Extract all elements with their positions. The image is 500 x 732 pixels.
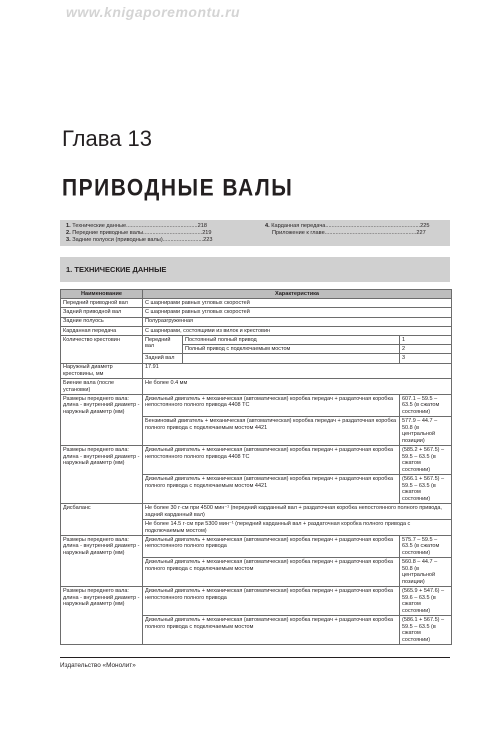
table-row bbox=[61, 446, 452, 475]
toc-item-number: 4. bbox=[265, 223, 270, 229]
toc-item-label: Карданная передача bbox=[271, 223, 326, 229]
row-label: Задние полуось bbox=[61, 317, 143, 326]
dimensions-value: 560.8 – 44.7 – 50.8 (в центральной позиции) bbox=[400, 558, 452, 587]
section-title: ТЕХНИЧЕСКИЕ ДАННЫЕ bbox=[74, 265, 167, 274]
chapter-heading: Глава 13 bbox=[62, 126, 153, 151]
toc-item-page: 227 bbox=[416, 230, 426, 236]
toc-item-number: 2. bbox=[66, 230, 71, 236]
row-label: Наружный диаметр крестовины, мм bbox=[61, 363, 143, 379]
toc-item-page: 223 bbox=[203, 237, 213, 243]
toc-dots: ...................................... bbox=[143, 230, 203, 236]
toc-item-page: 225 bbox=[420, 223, 430, 229]
dimensions-value: 575.7 – 59.5 – 63.5 (в сжатом состоянии) bbox=[400, 535, 452, 557]
toc-item-page: 219 bbox=[202, 230, 212, 236]
configuration: Дизельный двигатель + механическая (автоматическая) коробка передач + раздаточная коробка непостоянного полного привода 4408 ТС bbox=[143, 446, 400, 475]
specifications-table bbox=[60, 289, 452, 645]
configuration: Дизельный двигатель + механическая (автоматическая) коробка передач + раздаточная коробка непостоянного полного привода bbox=[143, 535, 400, 557]
toc-item-number: 3. bbox=[66, 237, 71, 243]
configuration: Бензиновый двигатель + механическая (автоматическая) коробка передач + раздаточная коробка полного привода с подключаемым мостом 4421 bbox=[143, 417, 400, 446]
table-row bbox=[61, 335, 452, 344]
toc-dots: ............................................................. bbox=[325, 223, 421, 229]
table-row bbox=[61, 326, 452, 335]
row-value: Не более 0.4 мм bbox=[143, 379, 452, 395]
crosspiece-count: 1 bbox=[400, 335, 452, 344]
table-row bbox=[61, 308, 452, 317]
row-label: Дисбаланс bbox=[61, 504, 143, 536]
toc-item-label: Задние полуоси (приводные валы) bbox=[72, 237, 163, 243]
dimensions-value: (586.1 + 567.5) – 59.5 – 63.5 (в сжатом состоянии) bbox=[400, 616, 452, 645]
dimensions-value: 577.9 – 44.7 – 50.8 (в центральной позиции) bbox=[400, 417, 452, 446]
empty-cell bbox=[183, 354, 400, 363]
column-header-characteristic: Характеристика bbox=[143, 290, 452, 299]
sub-label-rear: Задний вал bbox=[143, 354, 183, 363]
table-row bbox=[61, 504, 452, 520]
row-label: Задний приводной вал bbox=[61, 308, 143, 317]
footer-divider bbox=[60, 657, 450, 658]
dimensions-value: (585.2 + 567.5) – 59.5 – 63.5 (в сжатом состоянии) bbox=[400, 446, 452, 475]
toc-dots: .......................... bbox=[162, 237, 204, 243]
table-row bbox=[61, 299, 452, 308]
toc-dots: ........................................................... bbox=[324, 230, 417, 236]
row-label: Биение вала (после установки) bbox=[61, 379, 143, 395]
configuration: Дизельный двигатель + механическая (автоматическая) коробка передач + раздаточная коробка полного привода с подключаемым мостом bbox=[143, 616, 400, 645]
row-label: Передний приводной вал bbox=[61, 299, 143, 308]
toc-item-label: Передние приводные валы bbox=[72, 230, 144, 236]
row-label: Количество крестовин bbox=[61, 335, 143, 363]
row-value: Полуразгруженная bbox=[143, 317, 452, 326]
toc-item-label: Приложение к главе bbox=[272, 230, 325, 236]
row-label: Карданная передача bbox=[61, 326, 143, 335]
toc-item[interactable] bbox=[265, 223, 430, 230]
row-value: С шарнирами, состоящими из вилок и крестовин bbox=[143, 326, 452, 335]
imbalance-value: Не более 30 г·см при 4500 мин⁻¹ (передний карданный вал + раздаточная коробка непостоянного полного привода, задний карданный вал) bbox=[143, 504, 452, 520]
row-value: 17.91 bbox=[143, 363, 452, 379]
row-label: Размеры переднего вала: длина - внутренний диаметр - наружный диаметр (мм) bbox=[61, 395, 143, 446]
table-row bbox=[61, 535, 452, 557]
section-number: 1. bbox=[66, 265, 73, 274]
column-header-name: Наименование bbox=[61, 290, 143, 299]
imbalance-value: Не более 14.5 г·см при 5300 мин⁻¹ (передний карданный вал + раздаточная коробка полного привода с подключаемым мостом) bbox=[143, 520, 452, 536]
table-row bbox=[61, 395, 452, 417]
row-value: С шарнирами равных угловых скоростей bbox=[143, 308, 452, 317]
configuration: Дизельный двигатель + механическая (автоматическая) коробка передач + раздаточная коробка непостоянного полного привода 4408 ТС bbox=[143, 395, 400, 417]
crosspiece-count: 3 bbox=[400, 354, 452, 363]
configuration: Дизельный двигатель + механическая (автоматическая) коробка передач + раздаточная коробка полного привода с подключаемым мостом bbox=[143, 558, 400, 587]
drive-option: Полный привод с подключаемым мостом bbox=[183, 345, 400, 354]
publisher-footer: Издательство «Монолит» bbox=[60, 662, 136, 669]
chapter-title: ПРИВОДНЫЕ ВАЛЫ bbox=[62, 175, 294, 202]
configuration: Дизельный двигатель + механическая (автоматическая) коробка передач + раздаточная коробка непостоянного полного привода bbox=[143, 587, 400, 616]
crosspiece-count: 2 bbox=[400, 345, 452, 354]
sub-label-front: Передний вал bbox=[143, 335, 183, 353]
table-row bbox=[61, 363, 452, 379]
row-value: С шарнирами равных угловых скоростей bbox=[143, 299, 452, 308]
table-row bbox=[61, 587, 452, 616]
dimensions-value: (565.9 + 547.6) – 59.6 – 63.5 (в сжатом состоянии) bbox=[400, 587, 452, 616]
toc-item[interactable] bbox=[272, 230, 426, 237]
table-header-row bbox=[61, 290, 452, 299]
section-heading bbox=[66, 265, 166, 274]
dimensions-value: 607.1 – 59.5 – 63.5 (в сжатом состоянии) bbox=[400, 395, 452, 417]
configuration: Дизельный двигатель + механическая (автоматическая) коробка передач + раздаточная коробка полного привода с подключаемым мостом 4421 bbox=[143, 475, 400, 504]
drive-option: Постоянный полный привод bbox=[183, 335, 400, 344]
watermark-url: www.knigaporemontu.ru bbox=[66, 4, 241, 20]
toc-item-page: 218 bbox=[197, 223, 207, 229]
toc-item-label: Технические данные bbox=[72, 223, 127, 229]
table-row bbox=[61, 379, 452, 395]
toc-item[interactable] bbox=[66, 223, 207, 230]
dimensions-value: (566.1 + 567.5) – 59.5 – 63.5 (в сжатом состоянии) bbox=[400, 475, 452, 504]
row-label: Размеры переднего вала: длина - внутренний диаметр - наружный диаметр (мм) bbox=[61, 587, 143, 645]
toc-dots: .............................................. bbox=[126, 223, 198, 229]
table-of-contents bbox=[60, 220, 450, 246]
table-row bbox=[61, 317, 452, 326]
toc-item[interactable] bbox=[66, 230, 212, 237]
row-label: Размеры переднего вала: длина - внутренний диаметр - наружный диаметр (мм) bbox=[61, 535, 143, 586]
row-label: Размеры переднего вала: длина - внутренний диаметр - наружный диаметр (мм) bbox=[61, 446, 143, 504]
toc-item-number: 1. bbox=[66, 223, 71, 229]
toc-item[interactable] bbox=[66, 237, 212, 244]
